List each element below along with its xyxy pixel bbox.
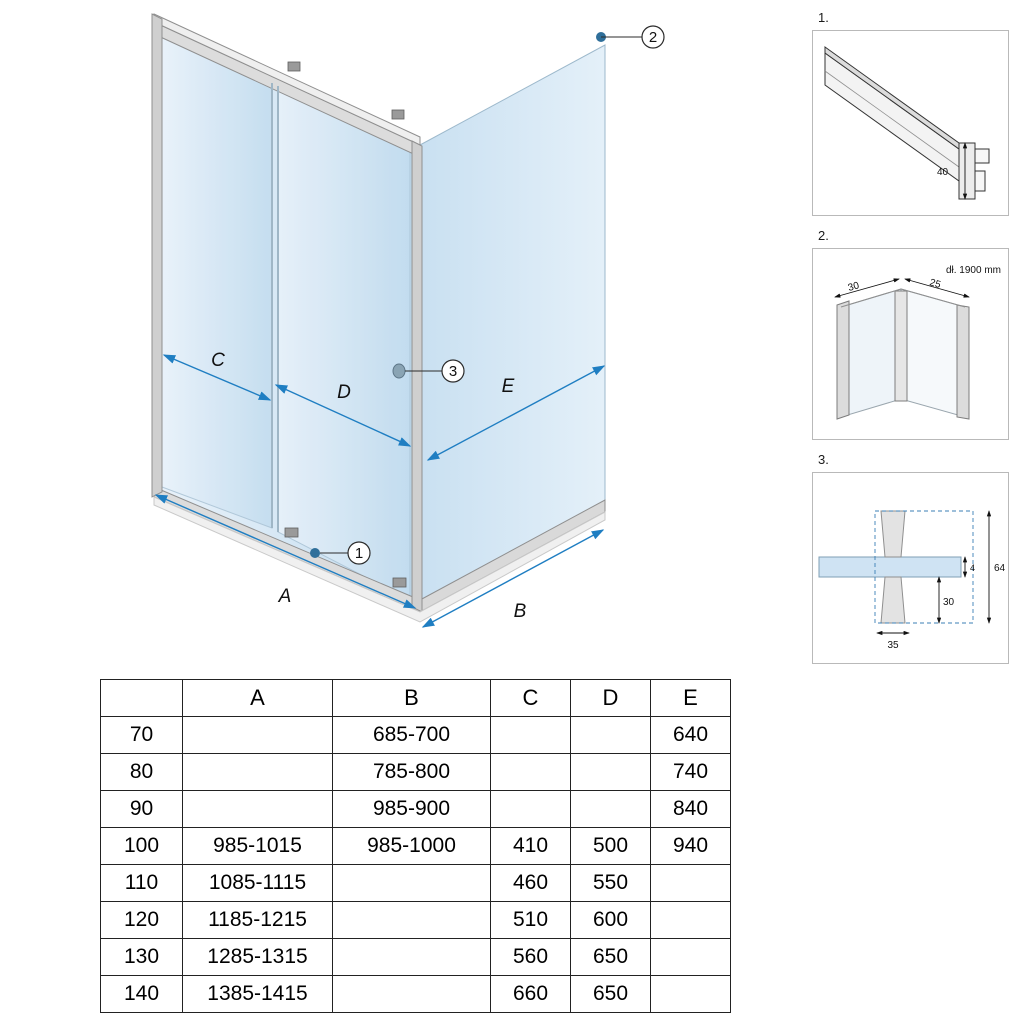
table-header-cell: E <box>651 680 731 717</box>
table-header-row <box>101 680 731 717</box>
table-cell: 650 <box>571 939 651 976</box>
detail-3-number: 3. <box>818 452 829 467</box>
callout-3-label: 3 <box>448 363 458 380</box>
table-header-cell: B <box>333 680 491 717</box>
main-shower-enclosure-drawing <box>120 0 740 680</box>
table-header-cell <box>101 680 183 717</box>
table-cell: 985-900 <box>333 791 491 828</box>
detail3-dim-64-label: 64 <box>994 563 1006 574</box>
table-cell <box>571 791 651 828</box>
rail-profile <box>825 47 989 199</box>
table-cell <box>333 976 491 1013</box>
detail3-dim-30-label: 30 <box>943 597 955 608</box>
table-cell: 1285-1315 <box>183 939 333 976</box>
table-cell: 1185-1215 <box>183 902 333 939</box>
detail-panel-2 <box>812 248 1009 440</box>
table-row <box>101 865 731 902</box>
dimension-e-label: E <box>501 376 515 397</box>
table-cell: 510 <box>491 902 571 939</box>
detail2-dim-30-label: 30 <box>846 280 861 294</box>
table-cell <box>651 939 731 976</box>
table-cell: 1385-1415 <box>183 976 333 1013</box>
table-cell: 685-700 <box>333 717 491 754</box>
table-cell: 740 <box>651 754 731 791</box>
table-cell <box>491 717 571 754</box>
table-cell: 410 <box>491 828 571 865</box>
table-cell: 940 <box>651 828 731 865</box>
table-row <box>101 791 731 828</box>
corner-post-assembly <box>837 289 969 419</box>
detail-1-number: 1. <box>818 10 829 25</box>
table-row <box>101 717 731 754</box>
table-header-cell: C <box>491 680 571 717</box>
detail3-dimension-64 <box>989 511 1006 623</box>
table-cell <box>183 717 333 754</box>
detail-panel-3 <box>812 472 1009 664</box>
table-row <box>101 939 731 976</box>
table-cell <box>571 717 651 754</box>
table-cell <box>333 865 491 902</box>
detail-panel-1 <box>812 30 1009 216</box>
table-row <box>101 976 731 1013</box>
detail3-dimension-4 <box>965 557 975 577</box>
detail-2-number: 2. <box>818 228 829 243</box>
detail1-dim-40-label: 40 <box>937 167 949 178</box>
table-cell: 660 <box>491 976 571 1013</box>
table-cell: 100 <box>101 828 183 865</box>
detail3-dim-4-label: 4 <box>970 563 976 573</box>
callout-1-label: 1 <box>354 545 364 562</box>
dimension-d-label: D <box>337 382 351 403</box>
table-cell <box>571 754 651 791</box>
callout-2-label: 2 <box>648 29 658 46</box>
detail2-length-note: dł. 1900 mm <box>945 265 1001 276</box>
table-cell: 140 <box>101 976 183 1013</box>
detail2-dim-25-label: 25 <box>928 277 942 291</box>
table-cell: 460 <box>491 865 571 902</box>
table-cell: 110 <box>101 865 183 902</box>
table-cell: 550 <box>571 865 651 902</box>
dimension-b-label: B <box>513 601 527 622</box>
table-cell: 600 <box>571 902 651 939</box>
table-cell <box>183 791 333 828</box>
table-cell: 70 <box>101 717 183 754</box>
detail3-dimension-35 <box>877 633 909 651</box>
table-cell: 500 <box>571 828 651 865</box>
table-header-cell: D <box>571 680 651 717</box>
size-specification-table <box>100 679 731 1013</box>
table-cell <box>651 865 731 902</box>
table-cell <box>333 939 491 976</box>
table-cell: 560 <box>491 939 571 976</box>
table-row <box>101 754 731 791</box>
detail3-dimension-30 <box>939 577 955 623</box>
table-cell: 120 <box>101 902 183 939</box>
dimension-c-label: C <box>211 350 225 371</box>
table-cell <box>491 754 571 791</box>
callout-2 <box>596 26 664 48</box>
table-cell: 985-1015 <box>183 828 333 865</box>
table-cell <box>651 902 731 939</box>
table-cell: 650 <box>571 976 651 1013</box>
table-cell: 1085-1115 <box>183 865 333 902</box>
table-cell: 985-1000 <box>333 828 491 865</box>
table-cell: 785-800 <box>333 754 491 791</box>
detail3-dim-35-label: 35 <box>887 640 899 651</box>
dimension-a-label: A <box>278 586 292 607</box>
table-cell <box>651 976 731 1013</box>
table-cell: 130 <box>101 939 183 976</box>
table-header-cell: A <box>183 680 333 717</box>
table-row <box>101 828 731 865</box>
table-row <box>101 902 731 939</box>
table-cell: 90 <box>101 791 183 828</box>
table-cell <box>491 791 571 828</box>
table-cell <box>183 754 333 791</box>
table-cell: 840 <box>651 791 731 828</box>
table-cell: 640 <box>651 717 731 754</box>
table-cell: 80 <box>101 754 183 791</box>
table-cell <box>333 902 491 939</box>
